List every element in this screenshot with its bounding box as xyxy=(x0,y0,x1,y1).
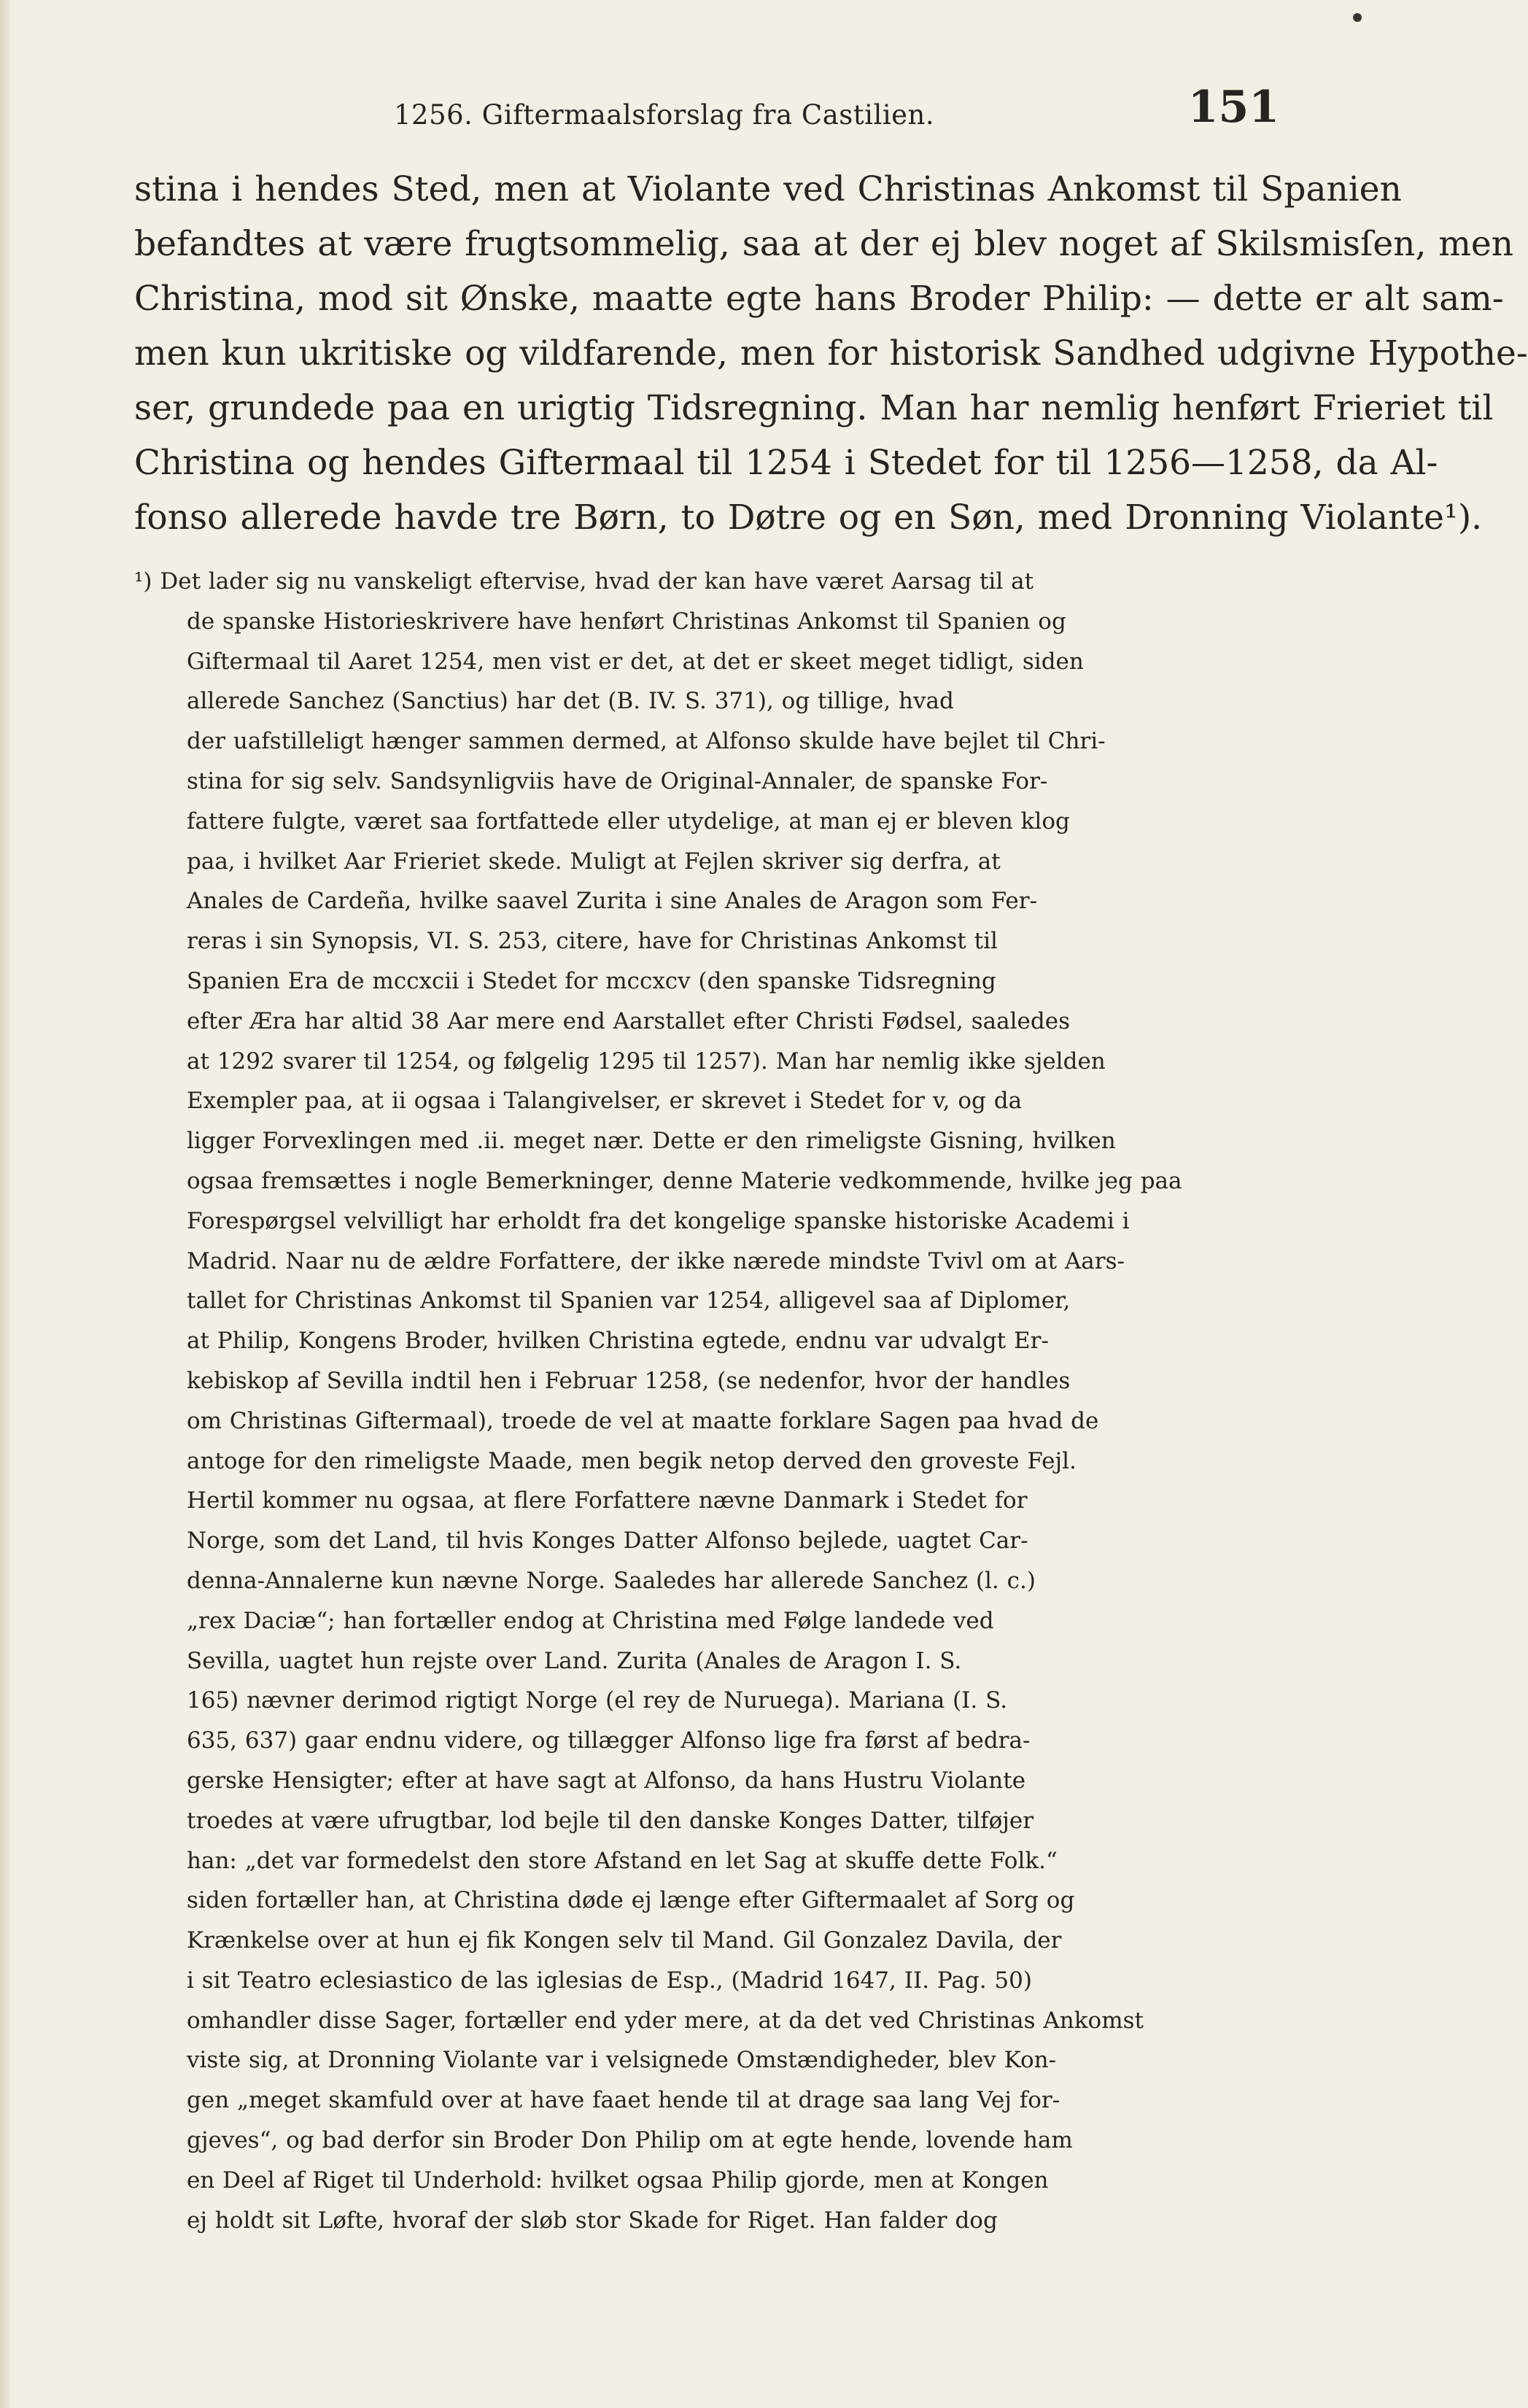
footnote-line: ogsaa fremsættes i nogle Bemerkninger, denne Materie vedkommende, hvilke jeg paa xyxy=(187,1167,1182,1194)
footnote-line: efter Æra har altid 38 Aar mere end Aarstallet efter Christi Fødsel, saaledes xyxy=(187,1007,1070,1034)
footnote-line: gen „meget skamfuld over at have faaet hende til at drage saa lang Vej for- xyxy=(187,2087,1060,2114)
page-number: 151 xyxy=(1187,82,1279,133)
footnote-line: Krænkelse over at hun ej fik Kongen selv til Mand. Gil Gonzalez Davila, der xyxy=(187,1927,1062,1954)
footnote-line: Forespørgsel velvilligt har erholdt fra det kongelige spanske historiske Academi i xyxy=(187,1207,1130,1234)
footnote-line: fattere fulgte, været saa fortfattede eller utydelige, at man ej er bleven klog xyxy=(187,808,1070,835)
footnote-line: 635, 637) gaar endnu videre, og tillægger Alfonso lige fra først af bedra- xyxy=(187,1727,1031,1754)
footnote-line: „rex Daciæ“; han fortæller endog at Christina med Følge landede ved xyxy=(187,1607,994,1634)
footnote-line: om Christinas Giftermaal), troede de vel at maatte forklare Sagen paa hvad de xyxy=(187,1407,1099,1434)
footnote-line: Spanien Era de mccxcii i Stedet for mccxcv (den spanske Tidsregning xyxy=(187,967,996,994)
footnote-line: ej holdt sit Løfte, hvoraf der sløb stor Skade for Riget. Han falder dog xyxy=(187,2207,998,2234)
footnote xyxy=(134,562,1287,2240)
footnote-line: 165) nævner derimod rigtigt Norge (el rey de Nuruega). Mariana (I. S. xyxy=(187,1687,1008,1714)
footnote-line: stina for sig selv. Sandsynligviis have de Original-Annaler, de spanske For- xyxy=(187,767,1048,794)
footnote-line: de spanske Historieskrivere have henført Christinas Ankomst til Spanien og xyxy=(187,608,1066,635)
footnote-line: denna-Annalerne kun nævne Norge. Saaledes har allerede Sanchez (l. c.) xyxy=(187,1567,1036,1594)
footnote-line: Sevilla, uagtet hun rejste over Land. Zurita (Anales de Aragon I. S. xyxy=(187,1647,962,1674)
running-head xyxy=(394,82,1284,133)
footnote-line: antoge for den rimeligste Maade, men begik netop derved den groveste Fejl. xyxy=(187,1447,1077,1474)
footnote-line: Hertil kommer nu ogsaa, at flere Forfattere nævne Danmark i Stedet for xyxy=(187,1487,1028,1514)
main-text-line: ser, grundede paa en urigtig Tidsregning. Man har nemlig henført Frieriet til xyxy=(134,388,1494,428)
footnote-line: der uafstilleligt hænger sammen dermed, at Alfonso skulde have bejlet til Chri- xyxy=(187,728,1106,755)
footnote-line: ¹) Det lader sig nu vanskeligt eftervise, hvad der kan have været Aarsag til at xyxy=(134,568,1034,595)
footnote-line: tallet for Christinas Ankomst til Spanien var 1254, alligevel saa af Diplomer, xyxy=(187,1288,1071,1315)
main-text-line: Christina, mod sit Ønske, maatte egte hans Broder Philip: — dette er alt sam- xyxy=(134,279,1504,319)
footnote-line: siden fortæller han, at Christina døde ej længe efter Giftermaalet af Sorg og xyxy=(187,1887,1075,1914)
footnote-line: kebiskop af Sevilla indtil hen i Februar 1258, (se nedenfor, hvor der handles xyxy=(187,1367,1071,1394)
page-edge-shadow xyxy=(0,0,10,2408)
footnote-line: Madrid. Naar nu de ældre Forfattere, der ikke nærede mindste Tvivl om at Aars- xyxy=(187,1247,1125,1274)
main-text-line: befandtes at være frugtsommelig, saa at der ej blev noget af Skilsmisſen, men xyxy=(134,224,1513,264)
main-text xyxy=(134,162,1528,545)
footnote-line: allerede Sanchez (Sanctius) har det (B. IV. S. 371), og tillige, hvad xyxy=(187,688,954,715)
footnote-line: gerske Hensigter; efter at have sagt at Alfonso, da hans Hustru Violante xyxy=(187,1767,1026,1794)
footnote-line: at Philip, Kongens Broder, hvilken Christina egtede, endnu var udvalgt Er- xyxy=(187,1328,1049,1355)
corner-dot xyxy=(1353,13,1362,22)
footnote-line: en Deel af Riget til Underhold: hvilket ogsaa Philip gjorde, men at Kongen xyxy=(187,2167,1049,2194)
running-head-title: 1256. Giftermaalsforslag fra Castilien. xyxy=(394,99,935,131)
footnote-line: Exempler paa, at ii ogsaa i Talangivelser, er skrevet i Stedet for v, og da xyxy=(187,1088,1023,1115)
footnote-line: paa, i hvilket Aar Frieriet skede. Muligt at Fejlen skriver sig derfra, at xyxy=(187,848,1001,875)
footnote-line: Giftermaal til Aaret 1254, men vist er det, at det er skeet meget tidligt, siden xyxy=(187,648,1084,675)
main-text-line: men kun ukritiske og vildfarende, men for historisk Sandhed udgivne Hypothe- xyxy=(134,333,1528,373)
main-text-line: fonso allerede havde tre Børn, to Døtre og en Søn, med Dronning Violante¹). xyxy=(134,498,1483,538)
footnote-line: viste sig, at Dronning Violante var i velsignede Omstændigheder, blev Kon- xyxy=(187,2047,1057,2074)
footnote-line: Anales de Cardeña, hvilke saavel Zurita i sine Anales de Aragon som Fer- xyxy=(187,888,1038,915)
footnote-line: troedes at være ufrugtbar, lod bejle til den danske Konges Datter, tilføjer xyxy=(187,1807,1034,1834)
footnote-line: omhandler disse Sager, fortæller end yder mere, at da det ved Christinas Ankomst xyxy=(187,2007,1144,2034)
footnote-line: gjeves“, og bad derfor sin Broder Don Philip om at egte hende, lovende ham xyxy=(187,2127,1073,2154)
footnote-line: reras i sin Synopsis, VI. S. 253, citere, have for Christinas Ankomst til xyxy=(187,928,998,955)
footnote-line: han: „det var formedelst den store Afstand en let Sag at skuffe dette Folk.“ xyxy=(187,1847,1058,1874)
footnote-line: ligger Forvexlingen med .ii. meget nær. Dette er den rimeligste Gisning, hvilken xyxy=(187,1128,1116,1155)
main-text-line: stina i hendes Sted, men at Violante ved Christinas Ankomst til Spanien xyxy=(134,169,1402,209)
footnote-line: at 1292 svarer til 1254, og følgelig 1295 til 1257). Man har nemlig ikke sjelden xyxy=(187,1048,1106,1075)
footnote-line: Norge, som det Land, til hvis Konges Datter Alfonso bejlede, uagtet Car- xyxy=(187,1528,1028,1555)
footnote-line: i sit Teatro eclesiastico de las iglesias de Esp., (Madrid 1647, II. Pag. 50) xyxy=(187,1967,1032,1994)
main-text-line: Christina og hendes Giftermaal til 1254 i Stedet for til 1256—1258, da Al- xyxy=(134,443,1438,483)
